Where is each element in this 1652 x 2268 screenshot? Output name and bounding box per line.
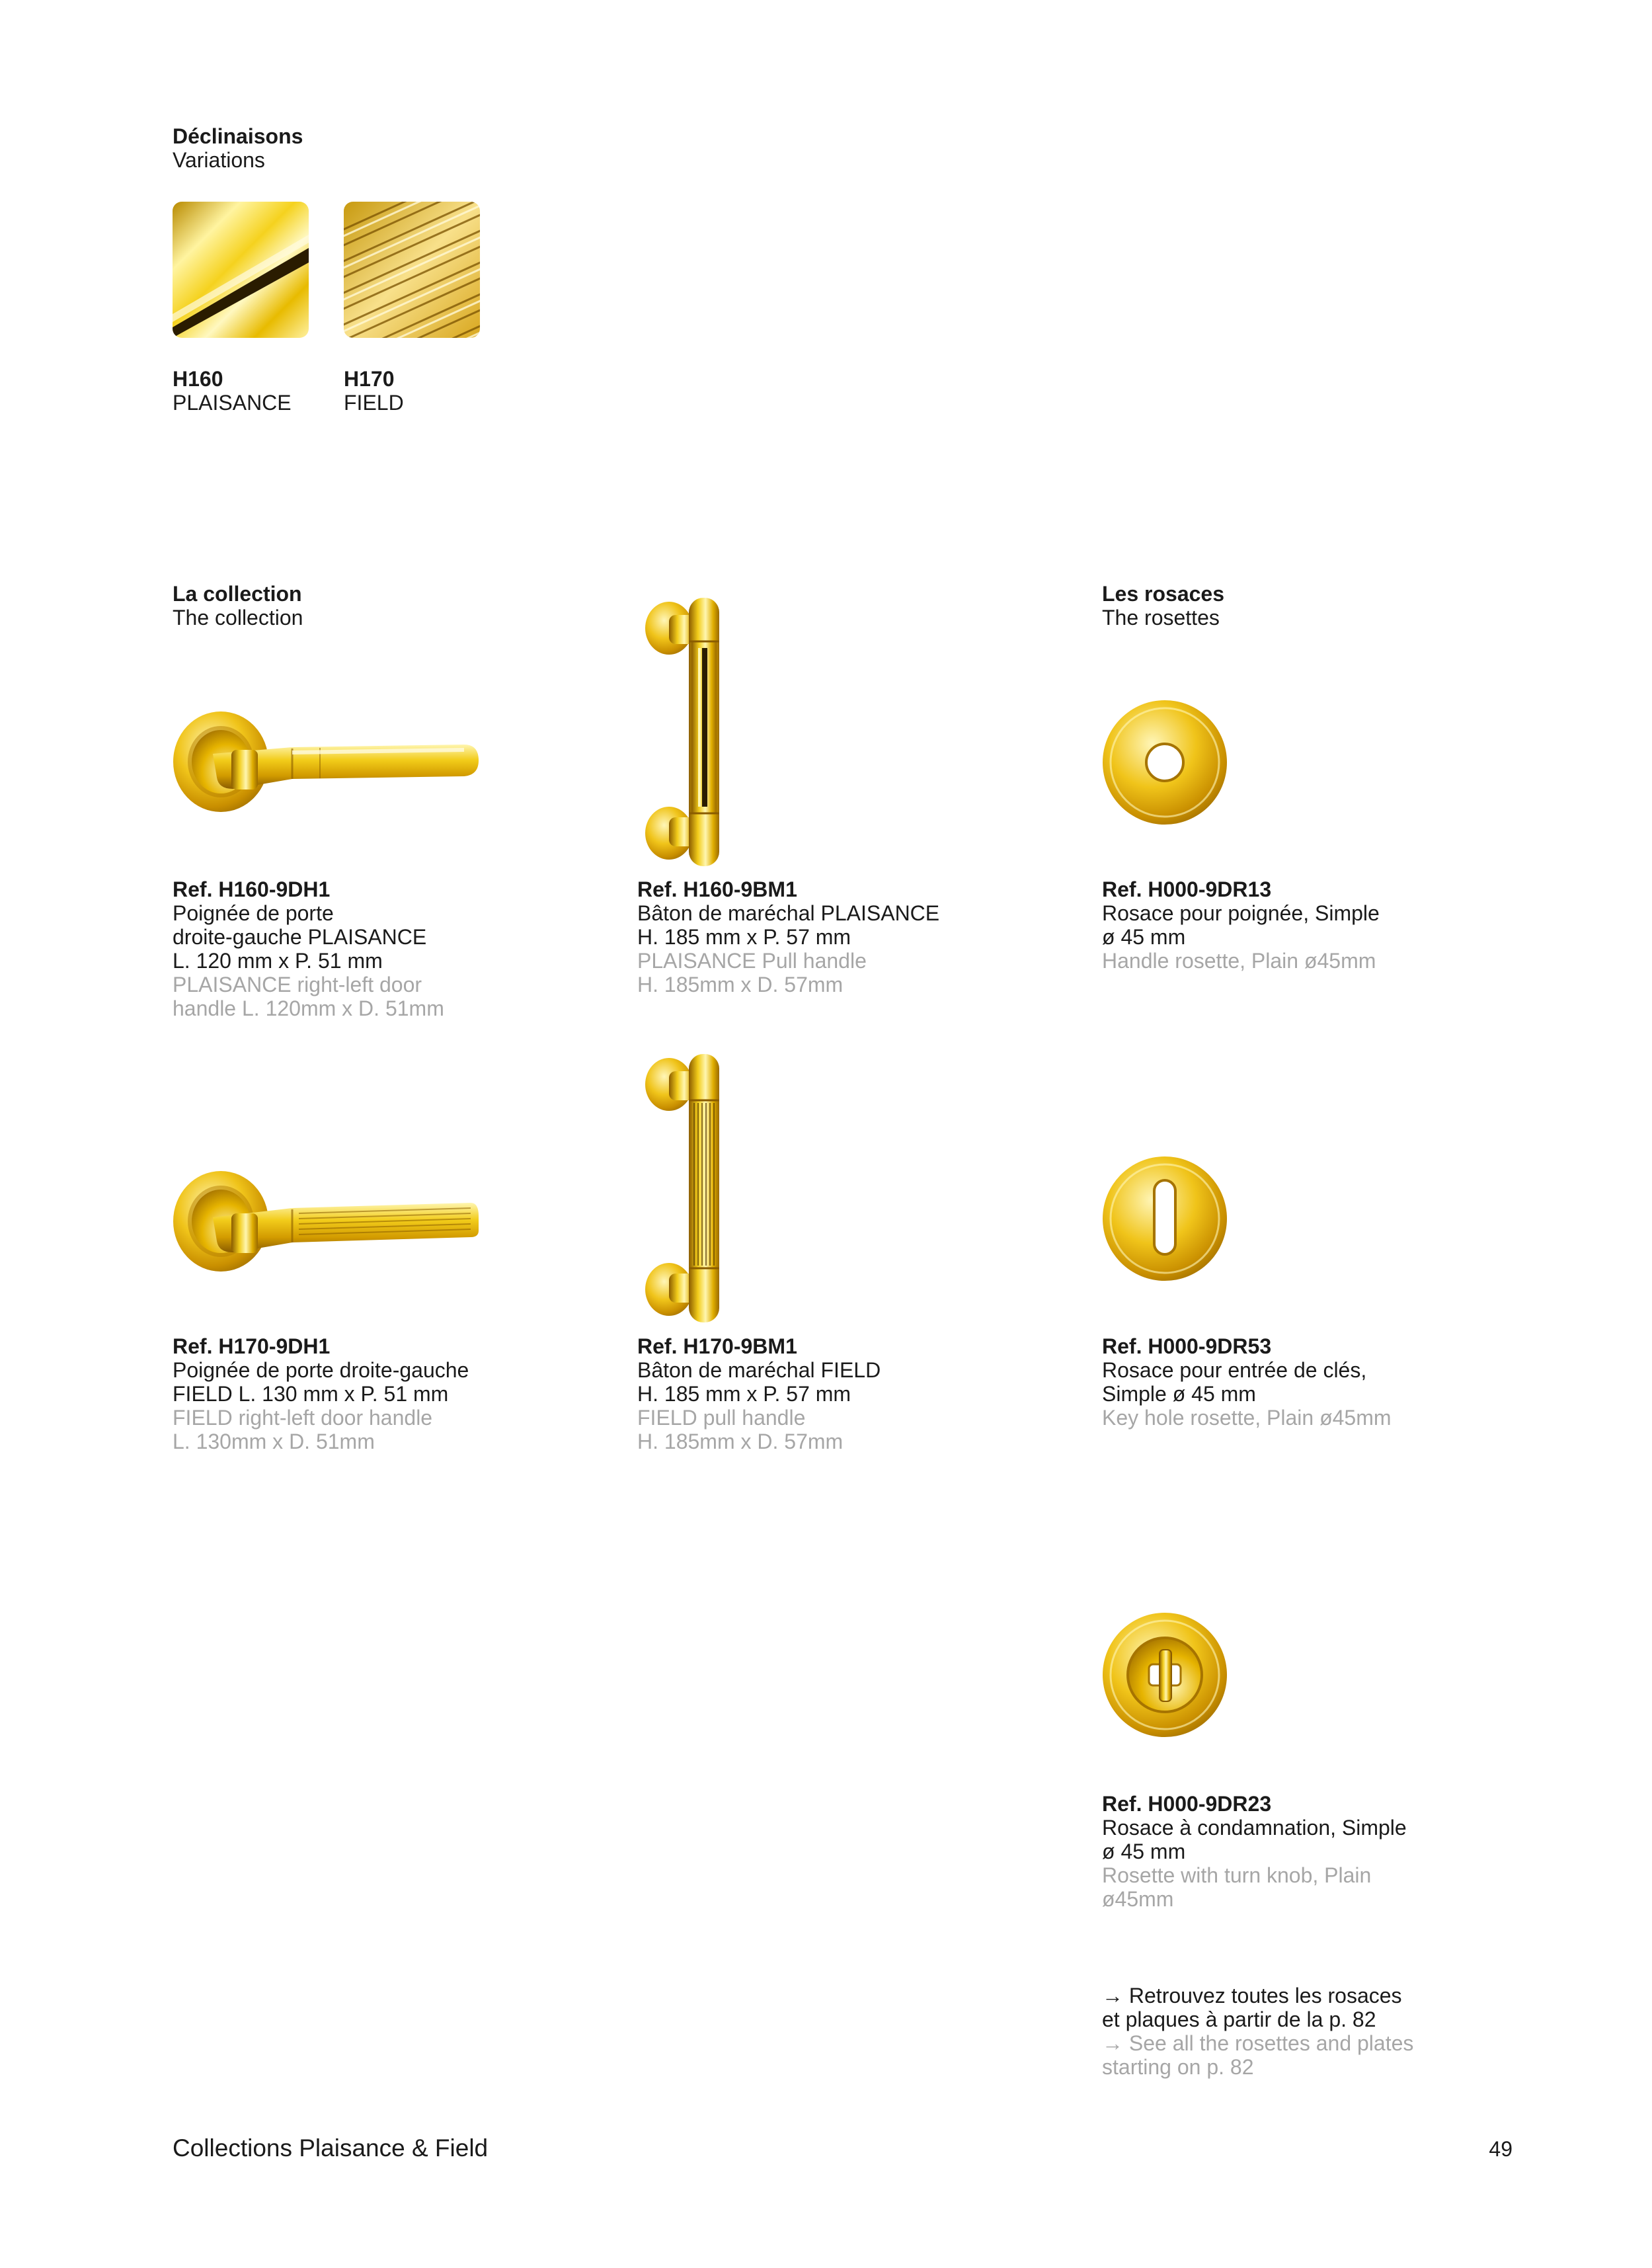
product-desc-fr: H. 185 mm x P. 57 mm — [637, 925, 851, 949]
product-desc-fr: FIELD L. 130 mm x P. 51 mm — [173, 1382, 449, 1406]
product-desc-fr: Simple ø 45 mm — [1102, 1382, 1256, 1406]
product-desc-en: PLAISANCE Pull handle — [637, 949, 867, 973]
variation-name: FIELD — [344, 391, 404, 415]
variation-name: PLAISANCE — [173, 391, 292, 415]
product-image-rosette-turn-knob — [1100, 1610, 1230, 1743]
swatch-field — [344, 202, 480, 338]
product-desc-fr: Poignée de porte droite-gauche — [173, 1358, 469, 1382]
variations-title-fr: Déclinaisons — [173, 124, 303, 148]
product-desc-fr: L. 120 mm x P. 51 mm — [173, 949, 383, 973]
variations-heading — [173, 124, 303, 172]
product-ref: Ref. H000-9DR23 — [1102, 1792, 1272, 1816]
swatch-plaisance — [173, 202, 309, 338]
product-desc-fr: Rosace pour entrée de clés, — [1102, 1358, 1367, 1382]
product-desc-fr: H. 185 mm x P. 57 mm — [637, 1382, 851, 1406]
product-image-pull-plaisance — [643, 588, 748, 876]
variation-code: H160 — [173, 367, 223, 391]
product-desc-en: FIELD right-left door handle — [173, 1406, 433, 1430]
variation-label-2 — [344, 367, 404, 415]
product-ref: Ref. H000-9DR13 — [1102, 877, 1272, 901]
product-desc-fr: Bâton de maréchal PLAISANCE — [637, 901, 940, 925]
product-desc-en: H. 185mm x D. 57mm — [637, 1430, 844, 1453]
product-desc-fr: ø 45 mm — [1102, 1840, 1186, 1863]
product-card-h000-9dr53 — [1102, 1334, 1392, 1430]
product-desc-en: Handle rosette, Plain ø45mm — [1102, 949, 1376, 973]
collection-title-fr: La collection — [173, 582, 302, 606]
rosettes-title-en: The rosettes — [1102, 606, 1220, 629]
product-card-h000-9dr23 — [1102, 1792, 1407, 1911]
product-card-h170-lever — [173, 1334, 469, 1453]
product-image-pull-field — [643, 1045, 748, 1332]
product-desc-en: L. 130mm x D. 51mm — [173, 1430, 375, 1453]
page-number: 49 — [1489, 2137, 1513, 2161]
product-card-h160-pull — [637, 877, 939, 996]
rosettes-heading — [1102, 582, 1224, 629]
product-desc-fr: Poignée de porte — [173, 901, 334, 925]
product-image-lever-plaisance — [173, 701, 484, 836]
footer-title: Collections Plaisance & Field — [173, 2134, 489, 2162]
product-desc-fr: Rosace pour poignée, Simple — [1102, 901, 1380, 925]
product-card-h160-lever — [173, 877, 444, 1020]
collection-title-en: The collection — [173, 606, 303, 629]
product-desc-en: Rosette with turn knob, Plain — [1102, 1863, 1372, 1887]
note-en: → See all the rosettes and plates — [1102, 2031, 1414, 2055]
note-fr: et plaques à partir de la p. 82 — [1102, 2007, 1376, 2031]
rosettes-title-fr: Les rosaces — [1102, 582, 1225, 606]
product-ref: Ref. H170-9DH1 — [173, 1334, 331, 1358]
variation-label-1 — [173, 367, 292, 415]
product-desc-fr: Bâton de maréchal FIELD — [637, 1358, 881, 1382]
collection-heading — [173, 582, 303, 629]
product-desc-fr: droite-gauche PLAISANCE — [173, 925, 427, 949]
product-desc-en: H. 185mm x D. 57mm — [637, 973, 844, 996]
product-desc-en: Key hole rosette, Plain ø45mm — [1102, 1406, 1392, 1430]
variations-title-en: Variations — [173, 148, 265, 172]
product-card-h000-9dr13 — [1102, 877, 1380, 973]
product-image-lever-field — [173, 1160, 484, 1296]
product-desc-en: FIELD pull handle — [637, 1406, 806, 1430]
product-ref: Ref. H000-9DR53 — [1102, 1334, 1272, 1358]
product-card-h170-pull — [637, 1334, 881, 1453]
product-desc-en: PLAISANCE right-left door — [173, 973, 422, 996]
product-image-rosette-keyhole — [1100, 1154, 1230, 1287]
product-desc-en: handle L. 120mm x D. 51mm — [173, 996, 444, 1020]
see-all-note — [1102, 1984, 1413, 2079]
variation-code: H170 — [344, 367, 395, 391]
product-desc-fr: Rosace à condamnation, Simple — [1102, 1816, 1407, 1840]
product-desc-en: ø45mm — [1102, 1887, 1174, 1911]
product-desc-fr: ø 45 mm — [1102, 925, 1186, 949]
note-fr: → Retrouvez toutes les rosaces — [1102, 1984, 1402, 2007]
note-en: starting on p. 82 — [1102, 2055, 1254, 2079]
product-ref: Ref. H160-9BM1 — [637, 877, 797, 901]
product-image-rosette-handle — [1100, 698, 1230, 830]
product-ref: Ref. H160-9DH1 — [173, 877, 331, 901]
product-ref: Ref. H170-9BM1 — [637, 1334, 797, 1358]
